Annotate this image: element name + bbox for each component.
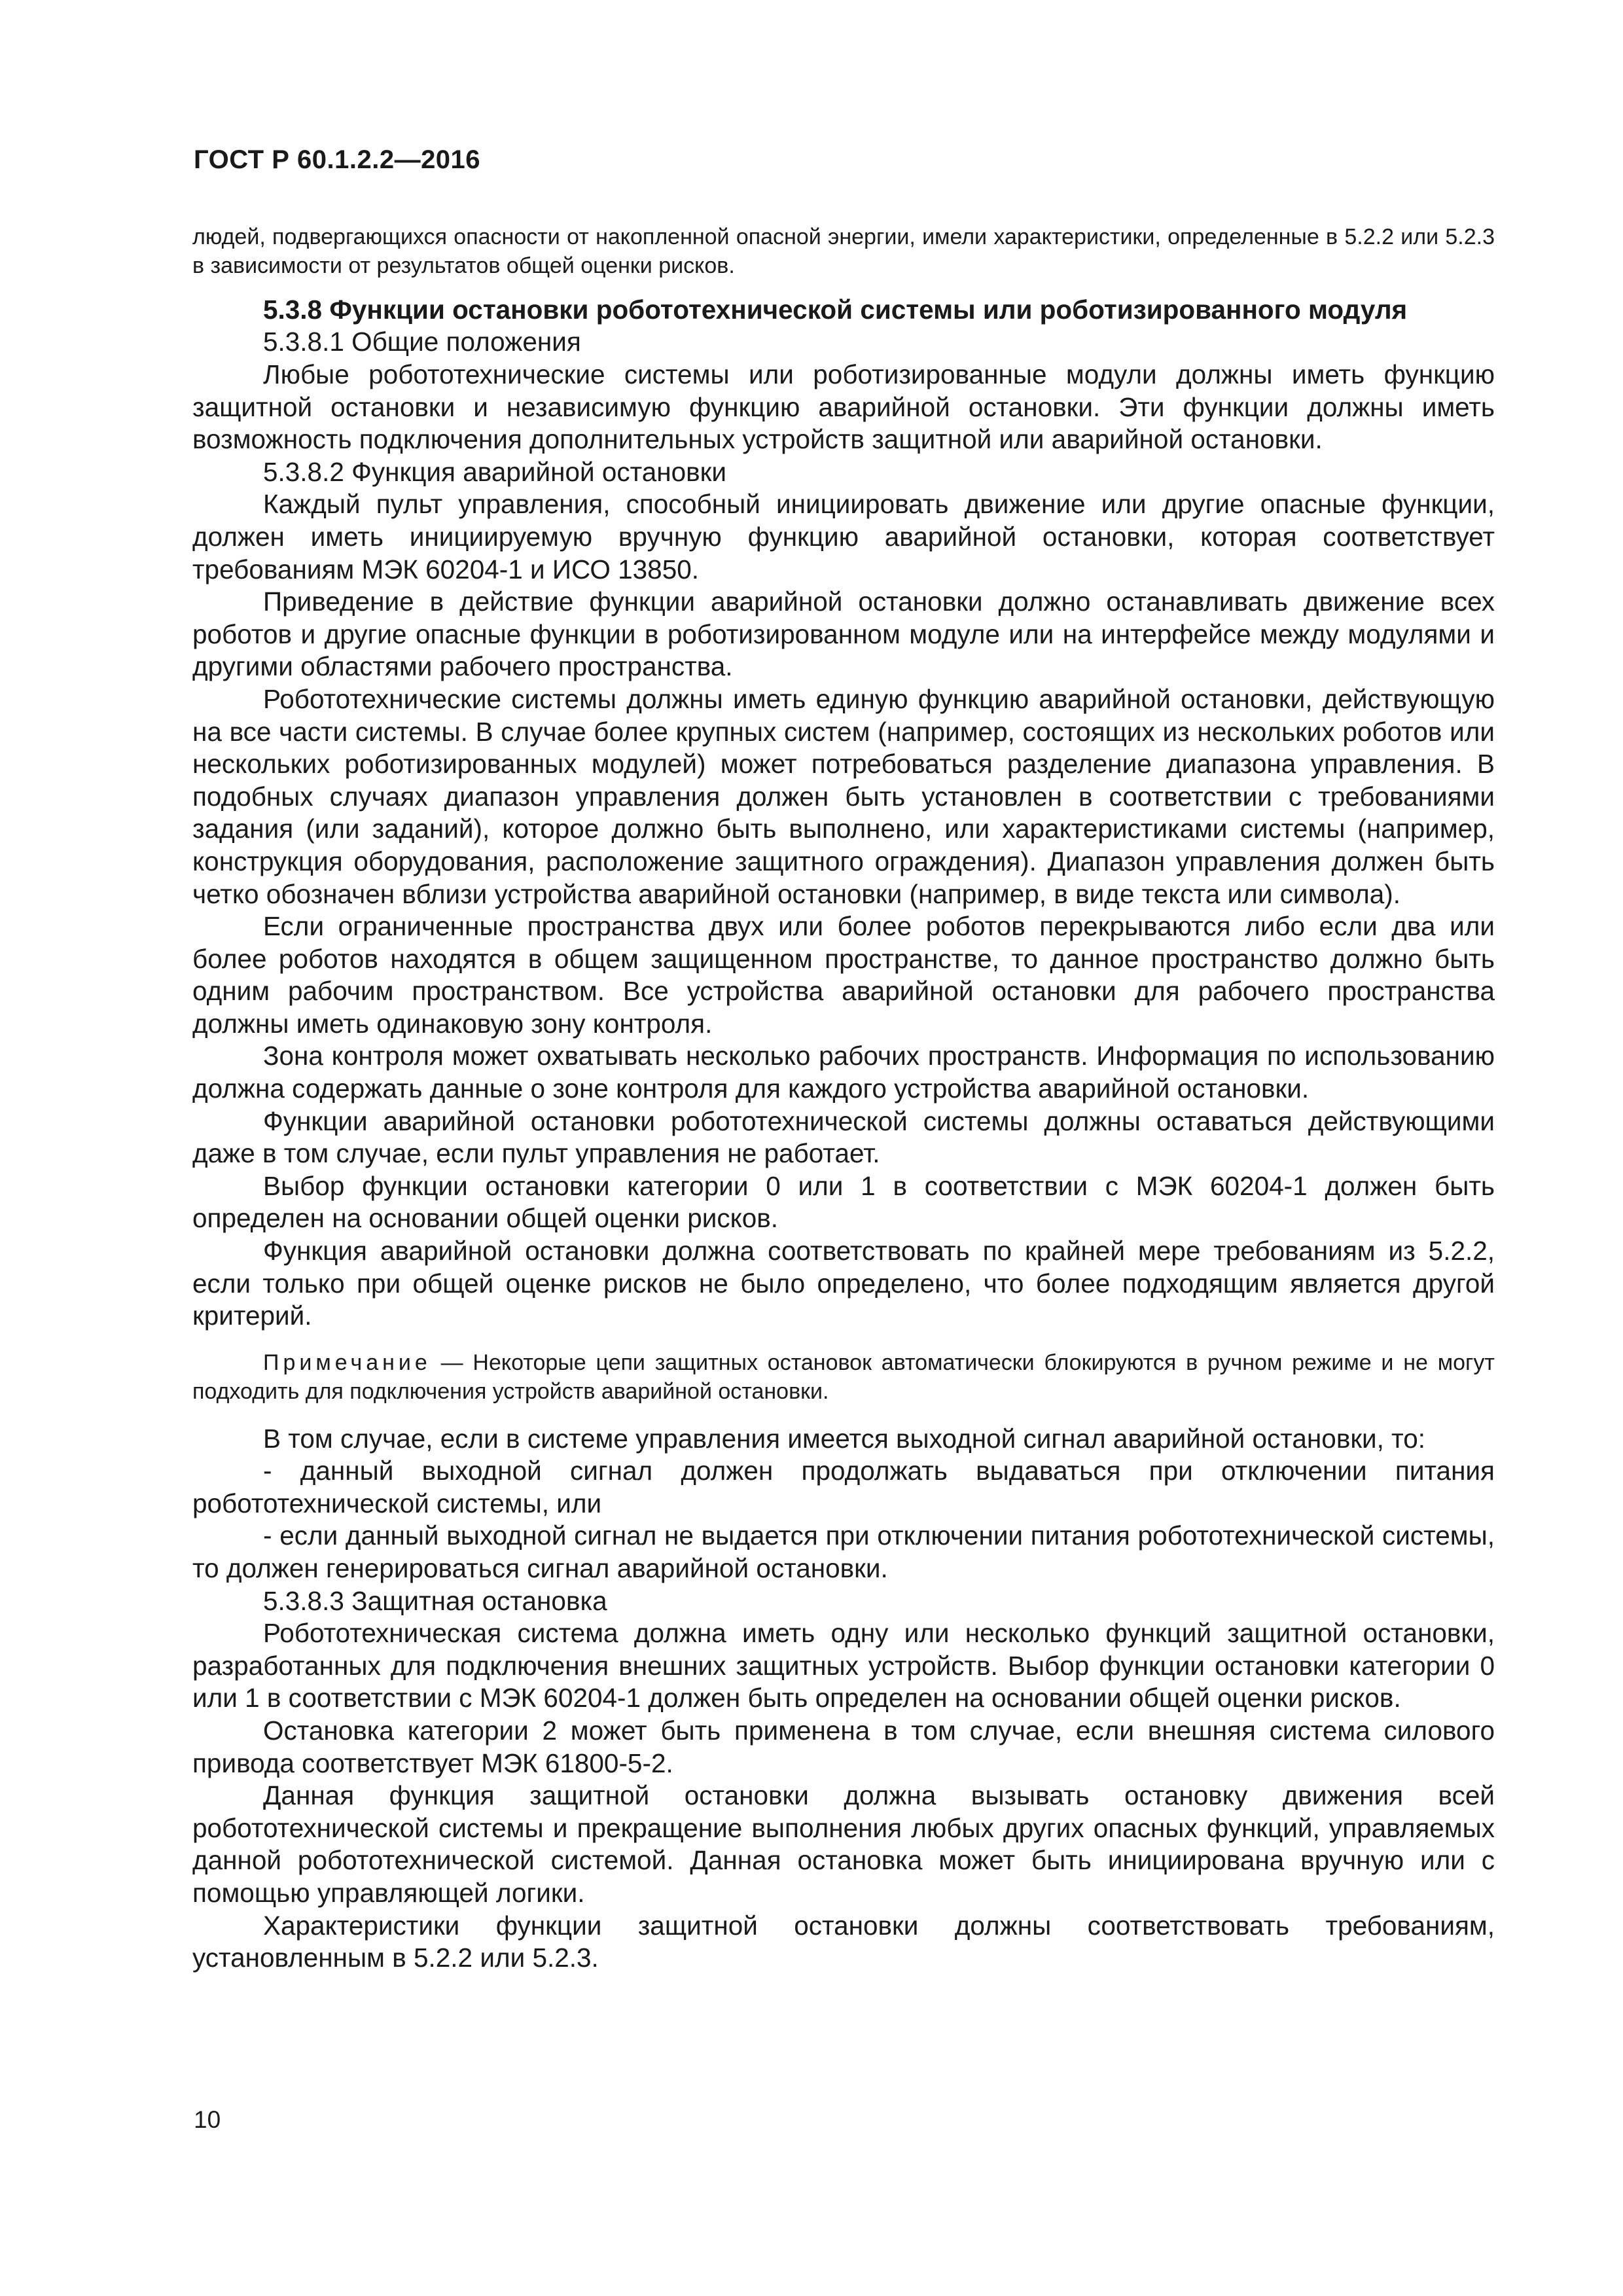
- section-heading-5-3-8: 5.3.8 Функции остановки робототехнической системы или роботизированного модуля: [263, 294, 1408, 325]
- paragraph: Выбор функции остановки категории 0 или 1 в соответствии с МЭК 60204-1 должен быть определен на основании общей оценки рисков.: [192, 1170, 1495, 1234]
- paragraph: Робототехнические системы должны иметь единую функцию аварийной остановки, действующую на все части системы. В случае более крупных систем (например, состоящих из нескольких роботов или нескольких роботизированных модулей) может потребоваться разделение диапазона управления. В подобных случаях диапазон управления должен быть установлен в соответствии с требованиями задания (или заданий), которое должно быть выполнено, или характеристиками системы (например, конструкция оборудования, расположение защитного ограждения). Диапазон управления должен быть четко обозначен вблизи устройства аварийной остановки (например, в виде текста или символа).: [192, 683, 1495, 909]
- paragraph: Приведение в действие функции аварийной остановки должно останавливать движение всех роботов и другие опасные функции в роботизированном модуле или на интерфейсе между модулями и другими областями рабочего пространства.: [192, 586, 1495, 682]
- paragraph: Зона контроля может охватывать несколько рабочих пространств. Информация по использованию должна содержать данные о зоне контроля для каждого устройства аварийной остановки.: [192, 1041, 1495, 1104]
- paragraph: Характеристики функции защитной остановки должны соответствовать требованиям, установленным в 5.2.2 или 5.2.3.: [192, 1910, 1495, 1973]
- document-body: [192, 223, 1495, 1975]
- paragraph: Каждый пульт управления, способный инициировать движение или другие опасные функции, должен иметь инициируемую вручную функцию аварийной остановки, которая соответствует требованиям МЭК 60204-1 и ИСО 13850.: [192, 489, 1495, 584]
- note-text: — Некоторые цепи защитных остановок автоматически блокируются в ручном режиме и не могут подходить для подключения устройств аварийной остановки.: [192, 1350, 1495, 1405]
- list-item: - данный выходной сигнал должен продолжать выдаваться при отключении питания робототехнической системы, или: [192, 1456, 1495, 1518]
- paragraph: Остановка категории 2 может быть применена в том случае, если внешняя система силового привода соответствует МЭК 61800-5-2.: [192, 1715, 1495, 1778]
- paragraph: Данная функция защитной остановки должна вызывать остановку движения всей робототехнической системы и прекращение выполнения любых других опасных функций, управляемых данной робототехнической системой. Данная остановка может быть инициирована вручную или с помощью управляющей логики.: [192, 1780, 1495, 1908]
- note: [192, 1348, 1495, 1407]
- page-number: 10: [194, 2106, 221, 2133]
- paragraph: Функция аварийной остановки должна соответствовать по крайней мере требованиям из 5.2.2, если только при общей оценке рисков не было определено, что более подходящим является другой критерий.: [192, 1236, 1495, 1331]
- subsection-heading-5-3-8-1: 5.3.8.1 Общие положения: [263, 327, 581, 357]
- subsection-heading-5-3-8-3: 5.3.8.3 Защитная остановка: [263, 1585, 607, 1616]
- paragraph: Робототехническая система должна иметь одну или несколько функций защитной остановки, разработанных для подключения внешних защитных устройств. Выбор функции остановки категории 0 или 1 в соответствии с МЭК 60204-1 должен быть определен на основании общей оценки рисков.: [192, 1618, 1495, 1713]
- paragraph: В том случае, если в системе управления имеется выходной сигнал аварийной остановки, то:: [263, 1423, 1426, 1454]
- paragraph: Любые робототехнические системы или роботизированные модули должны иметь функцию защитной остановки и независимую функцию аварийной остановки. Эти функции должны иметь возможность подключения дополнительных устройств защитной или аварийной остановки.: [192, 359, 1495, 455]
- list-item: - если данный выходной сигнал не выдается при отключении питания робототехнической системы, то должен генерироваться сигнал аварийной остановки.: [192, 1520, 1495, 1583]
- document-header: ГОСТ Р 60.1.2.2—2016: [194, 145, 481, 174]
- paragraph: Функции аварийной остановки робототехнической системы должны оставаться действующими даже в том случае, если пульт управления не работает.: [192, 1105, 1495, 1169]
- note-label: Примечание: [263, 1350, 431, 1375]
- paragraph-continuation: людей, подвергающихся опасности от накопленной опасной энергии, имели характеристики, определенные в 5.2.2 или 5.2.3 в зависимости от результатов общей оценки рисков.: [192, 224, 1495, 279]
- subsection-heading-5-3-8-2: 5.3.8.2 Функция аварийной остановки: [263, 456, 727, 487]
- paragraph: Если ограниченные пространства двух или более роботов перекрываются либо если два или более роботов находятся в общем защищенном пространстве, то данное пространство должно быть одним рабочим пространством. Все устройства аварийной остановки для рабочего пространства должны иметь одинаковую зону контроля.: [192, 911, 1495, 1039]
